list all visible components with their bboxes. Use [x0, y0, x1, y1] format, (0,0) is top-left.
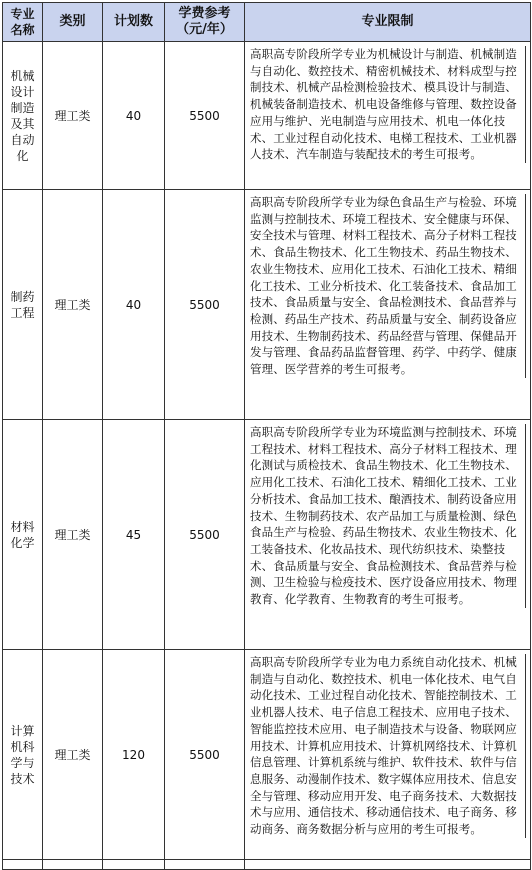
- admission-table: [2, 2, 531, 870]
- table-row: [3, 42, 531, 190]
- empty-cell: [165, 860, 245, 870]
- header-row: [3, 3, 531, 42]
- table-row-partial: [3, 860, 531, 870]
- empty-cell: [103, 860, 165, 870]
- major-name: 计算 机科 学与 技术: [3, 650, 43, 860]
- table-row: [3, 190, 531, 420]
- fee-cell: 5500: [165, 420, 245, 650]
- table-row: [3, 650, 531, 860]
- restriction-cell: [245, 420, 531, 650]
- header-plan-count: 计划数: [103, 3, 165, 42]
- empty-cell: [245, 860, 531, 870]
- plan-cell: 45: [103, 420, 165, 650]
- category-cell: 理工类: [43, 190, 103, 420]
- restriction-text: 高职高专阶段所学专业为环境监测与控制技术、环境工程技术、材料工程技术、高分子材料工程技术、理化测试与质检技术、食品生物技术、化工生物技术、应用化工技术、石油化工技术、精细化工技术、工业分析技术、食品加工技术、酿酒技术、制药设备应用技术、生物制药技术、农产品加工与质量检测、绿色食品生产与检验、药品生物技术、农业生物技术、化工装备技术、化妆品技术、现代纺织技术、染整技术、食品质量与安全、食品检测技术、食品营养与检测、卫生检验与检疫技术、医疗设备应用技术、物理教育、化学教育、生物教育的考生可报考。: [250, 424, 526, 608]
- category-cell: 理工类: [43, 420, 103, 650]
- restriction-text: 高职高专阶段所学专业为绿色食品生产与检验、环境监测与控制技术、环境工程技术、安全健康与环保、安全技术与管理、材料工程技术、高分子材料工程技术、食品生物技术、化工生物技术、药品生物技术、农业生物技术、应用化工技术、石油化工技术、精细化工技术、工业分析技术、化工装备技术、食品加工技术、食品质量与安全、食品检测技术、食品营养与检测、药品生产技术、药品质量与安全、制药设备应用技术、生物制药技术、药品经营与管理、保健品开发与管理、食品药品监督管理、药学、中药学、健康管理、医学营养的考生可报考。: [250, 194, 526, 378]
- category-cell: 理工类: [43, 42, 103, 190]
- fee-cell: 5500: [165, 42, 245, 190]
- plan-cell: 40: [103, 42, 165, 190]
- restriction-text: 高职高专阶段所学专业为电力系统自动化技术、机械制造与自动化、数控技术、机电一体化技术、电气自动化技术、工业过程自动化技术、智能控制技术、工业机器人技术、电子信息工程技术、应用电子技术、智能监控技术应用、电子制造技术与设备、物联网应用技术、计算机应用技术、计算机网络技术、计算机信息管理、计算机系统与维护、软件技术、软件与信息服务、动漫制作技术、数字媒体应用技术、信息安全与管理、移动应用开发、电子商务技术、大数据技术与应用、通信技术、移动通信技术、电子商务、移动商务、商务数据分析与应用的考生可报考。: [250, 654, 526, 838]
- restriction-cell: [245, 42, 531, 190]
- fee-cell: 5500: [165, 190, 245, 420]
- header-category: 类别: [43, 3, 103, 42]
- restriction-cell: [245, 190, 531, 420]
- category-cell: 理工类: [43, 650, 103, 860]
- table-row: [3, 420, 531, 650]
- restriction-text: 高职高专阶段所学专业为机械设计与制造、机械制造与自动化、数控技术、精密机械技术、材料成型与控制技术、机械产品检测检验技术、模具设计与制造、机械装备制造技术、机电设备维修与管理、数控设备应用与维护、光电制造与应用技术、机电一体化技术、工业过程自动化技术、电梯工程技术、工业机器人技术、汽车制造与装配技术的考生可报考。: [250, 46, 526, 163]
- major-name: 机械 设计 制造 及其 自动 化: [3, 42, 43, 190]
- major-name: 材料 化学: [3, 420, 43, 650]
- header-restriction: 专业限制: [245, 3, 531, 42]
- empty-cell: [43, 860, 103, 870]
- restriction-cell: [245, 650, 531, 860]
- header-major-name: 专业 名称: [3, 3, 43, 42]
- empty-cell: [3, 860, 43, 870]
- plan-cell: 120: [103, 650, 165, 860]
- header-tuition: 学费参考 （元/年）: [165, 3, 245, 42]
- major-name: 制药 工程: [3, 190, 43, 420]
- fee-cell: 5500: [165, 650, 245, 860]
- plan-cell: 40: [103, 190, 165, 420]
